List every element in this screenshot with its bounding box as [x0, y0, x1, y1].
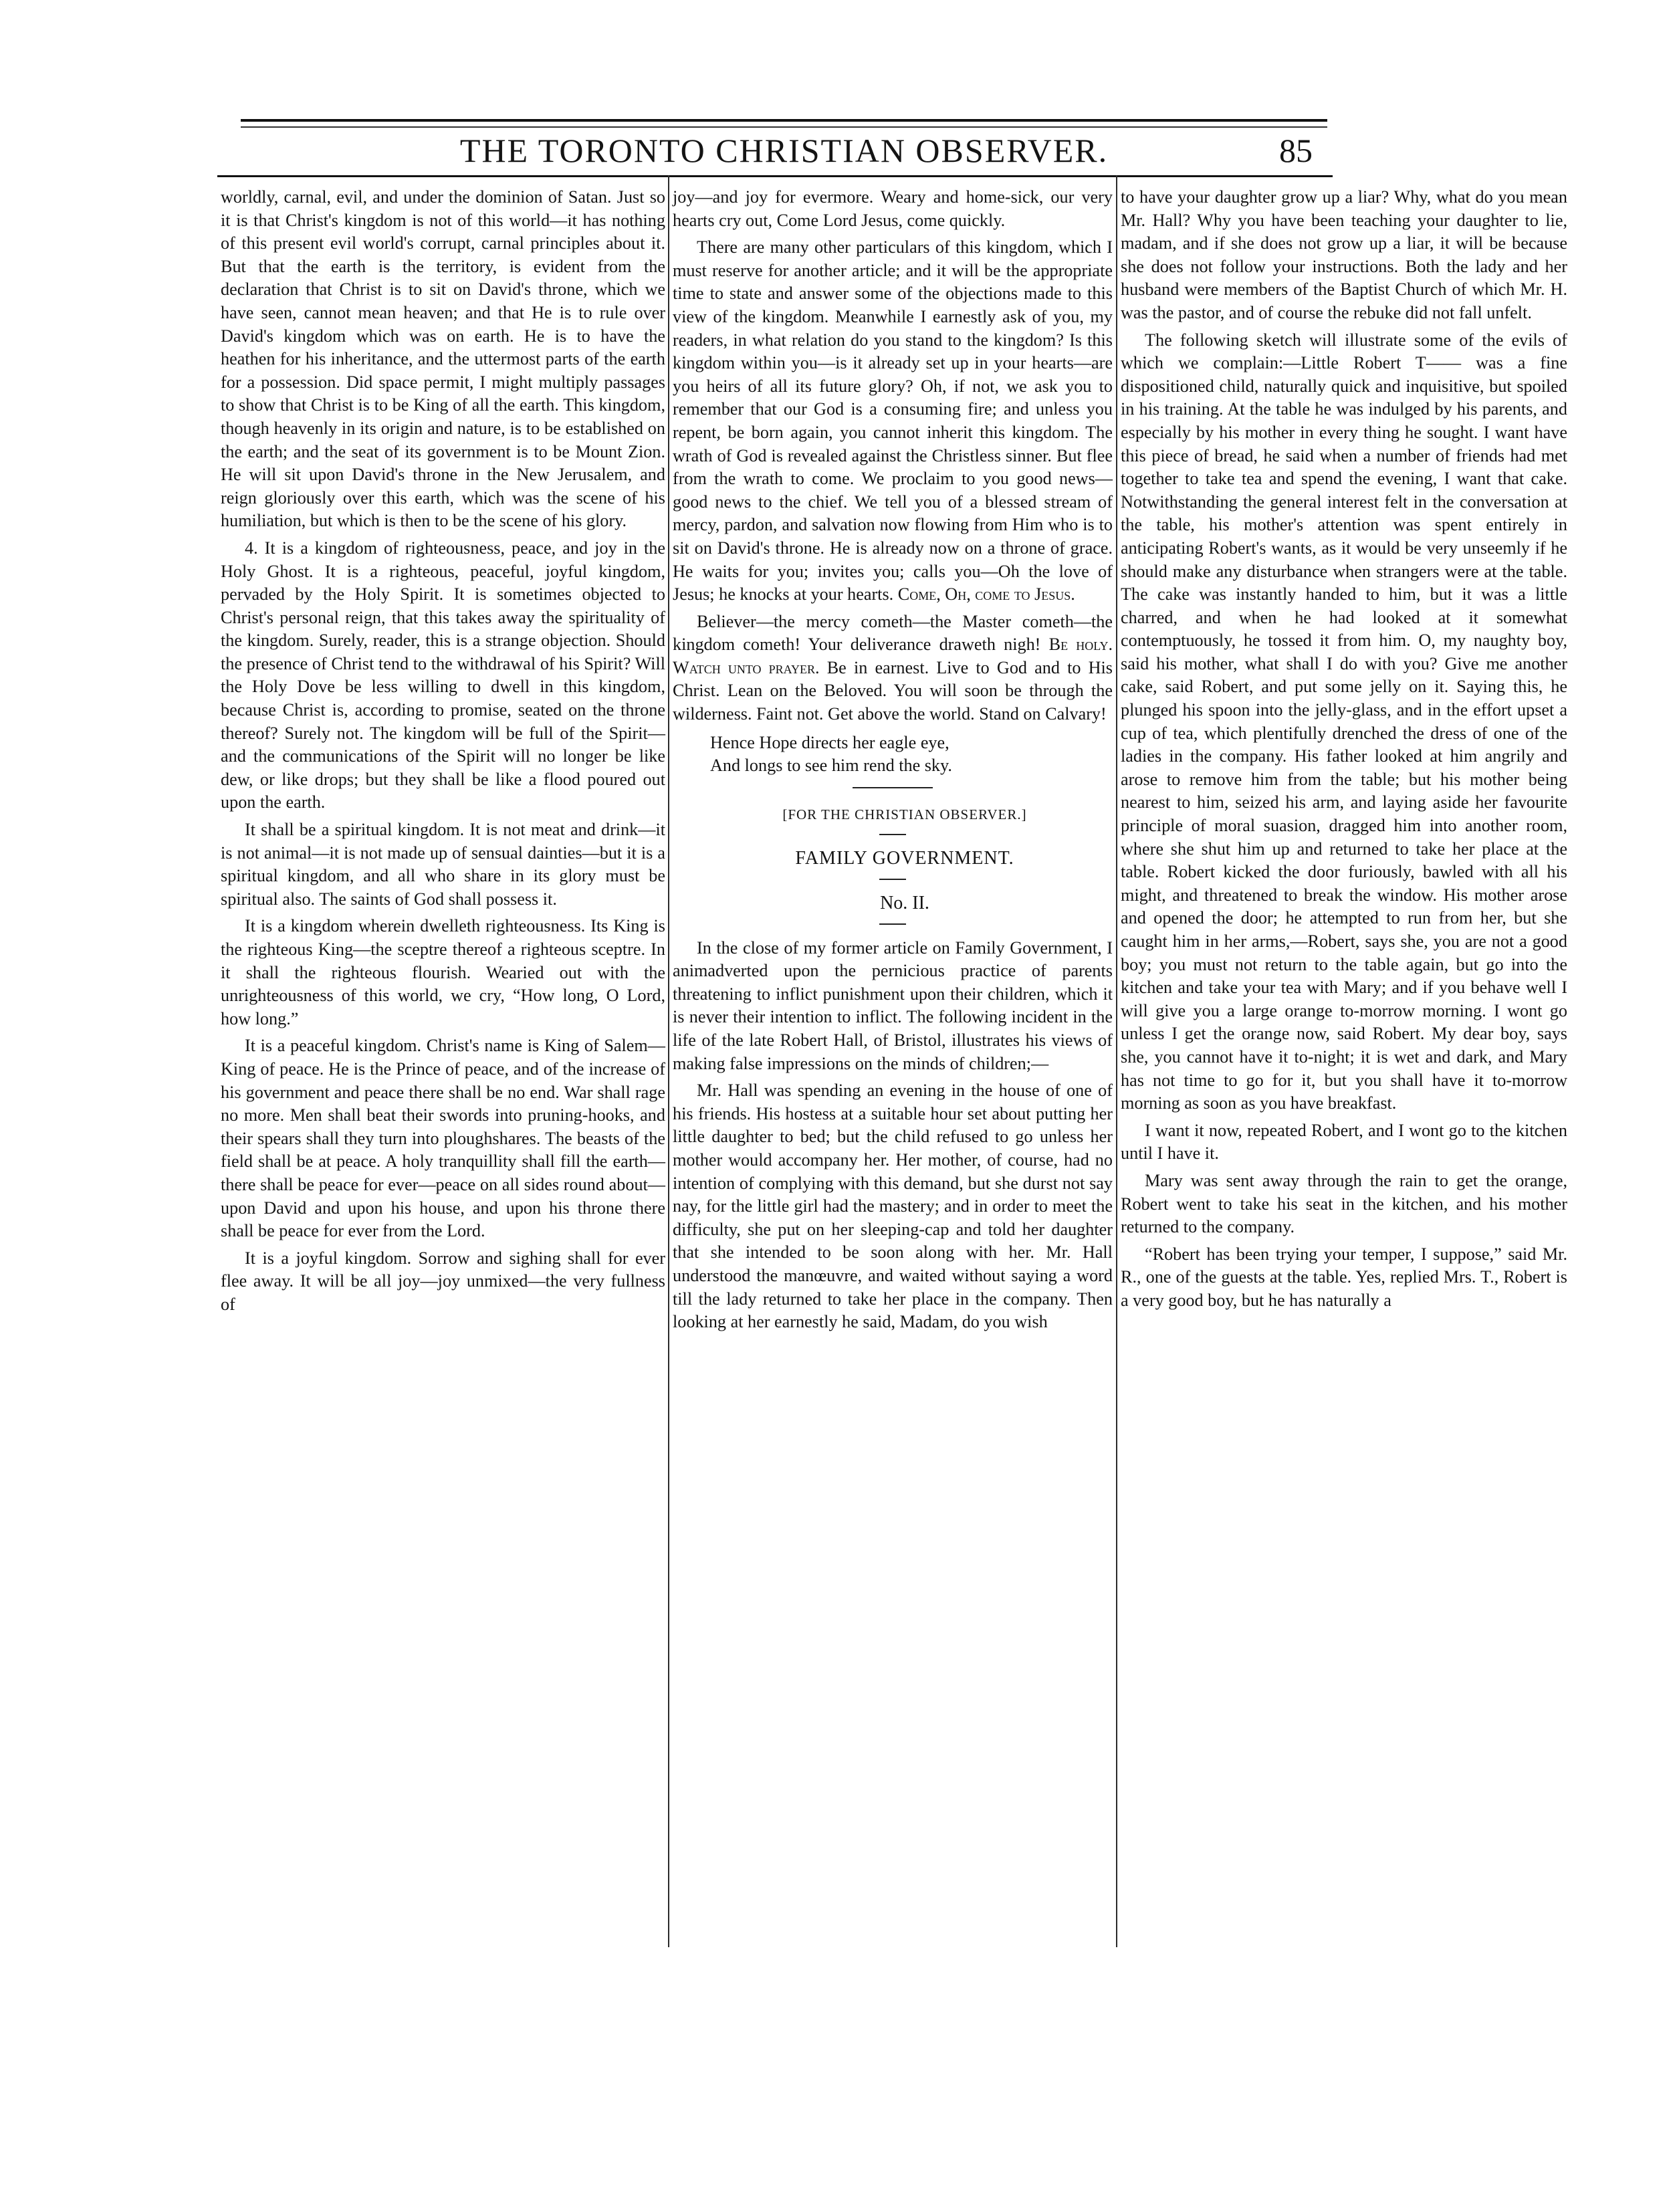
page-title: THE TORONTO CHRISTIAN OBSERVER. — [459, 132, 1109, 169]
short-separator — [879, 834, 906, 835]
paragraph: It shall be a spiritual kingdom. It is not meat and drink—it is not animal—it is not made up of sensual dainties—but it is a spiritual kingdom, and all who share in its glory must be spiritual also. The saints of God shall possess it. — [221, 820, 665, 909]
column-1 — [221, 186, 665, 1321]
verse-line: And longs to see him rend the sky. — [710, 756, 952, 776]
article-number: No. II. — [880, 893, 929, 914]
section-separator — [853, 787, 933, 788]
paragraph: It is a peaceful kingdom. Christ's name is King of Salem—King of peace. He is the Prince of peace, and of the increase of his government and peace there shall be no end. War shall rage no more. Men shall beat their swords into pruning-hooks, and their spears shall they turn into ploughshares. The beasts of the field shall be at peace. A holy tranquillity shall fill the earth—there shall be peace for ever—peace on all sides round about—upon David and upon his house, and upon his throne there shall be peace for ever from the Lord. — [221, 1036, 665, 1241]
short-separator — [879, 879, 906, 880]
page-number: 85 — [1279, 132, 1313, 169]
paragraph: Mary was sent away through the rain to get the orange, Robert went to take his seat in the kitchen, and his mother returned to the company. — [1121, 1170, 1567, 1237]
article-credit: [FOR THE CHRISTIAN OBSERVER.] — [782, 806, 1027, 822]
call-to-jesus: Come, Oh, come to Jesus. — [897, 584, 1075, 604]
top-double-rule-lower — [241, 126, 1327, 128]
top-double-rule — [241, 119, 1327, 122]
paragraph: joy—and joy for evermore. Weary and home-sick, our very hearts cry out, Come Lord Jesus, come quickly. — [673, 187, 1113, 230]
paragraph-text: Believer—the mercy cometh—the Master cometh—the kingdom cometh! Your deliverance draweth nigh! — [673, 611, 1113, 655]
paragraph-text: Be in earnest. Live to God and to His Christ. Lean on the Beloved. You will soon be through the wilderness. Faint not. Get above the world. Stand on Calvary! — [673, 657, 1113, 724]
verse-line: Hence Hope directs her eagle eye, — [710, 732, 949, 752]
paragraph: 4. It is a kingdom of righteousness, peace, and joy in the Holy Ghost. It is a righteous, peaceful, joyful kingdom, pervaded by the Holy Spirit. It is sometimes objected to Christ's personal reign, that this takes away the spirituality of the kingdom. Surely, reader, this is a strange objection. Should the presence of Christ tend to the withdrawal of his Spirit? Will the Holy Dove be less willing to dwell in this kingdom, because Christ is, according to promise, seated on the throne thereof? Surely not. The kingdom will be full of the Spirit—and the communications of the Spirit will no longer be like dew, or like drops; but they shall be like a flood poured out upon the earth. — [221, 538, 665, 812]
paragraph: “Robert has been trying your temper, I suppose,” said Mr. R., one of the guests at the table. Yes, replied Mrs. T., Robert is a very good boy, but he has naturally a — [1121, 1244, 1567, 1310]
paragraph: I want it now, repeated Robert, and I wont go to the kitchen until I have it. — [1121, 1120, 1567, 1164]
paragraph — [673, 236, 1113, 606]
column-2 — [673, 186, 1113, 1338]
paragraph: worldly, carnal, evil, and under the dominion of Satan. Just so it is that Christ's kingdom is not of this world—it has nothing of this present evil world's corrupt, carnal principles about it. But that the earth is the territory, is evident from the declaration that Christ is to sit on David's throne, which we have seen, cannot mean heaven; and that He is to rule over David's kingdom which was on earth. He is to have the heathen for his inheritance, and the uttermost parts of the earth for a possession. Did space permit, I might multiply passages to show that Christ is to be King of all the earth. This kingdom, though heavenly in its origin and nature, is to be established on the earth; and the seat of its government is to be Mount Zion. He will sit upon David's throne in the New Jerusalem, and reign gloriously over this earth, which was the scene of his humiliation, but which is then to be the scene of his glory. — [221, 187, 665, 531]
paragraph-text: There are many other particulars of this kingdom, which I must reserve for another article; and it will be the appropriate time to state and answer some of the objections made to this view of the kingdom. Meanwhile I earnestly ask of you, my readers, in what relation do you stand to the kingdom? Is this kingdom within you—is it already set up in your hearts—are you heirs of all its future glory? Oh, if not, we ask you to remember that our God is a consuming fire; and unless you repent, be born again, you cannot inherit this kingdom. The wrath of God is revealed against the Christless sinner. But flee from the wrath to come. We proclaim to you good news—good news to the chief. We tell you of a blessed stream of mercy, pardon, and salvation now flowing from Him who is to sit on David's throne. He is already now on a throne of grace. He waits for you; invites you; calls you—Oh the love of Jesus; he knocks at your hearts. — [673, 237, 1113, 604]
paragraph: The following sketch will illustrate some of the evils of which we complain:—Little Robert T—— was a fine dispositioned child, naturally quick and inquisitive, but spoiled in his training. At the table he was indulged by his parents, and especially by his mother in every thing he sought. I want have this piece of bread, he said when a number of friends had met together to take tea and spend the evening, I want that cake. Notwithstanding the general interest felt in the conversation at the table, his mother's attention was spent entirely in anticipating Robert's wants, as it would be very unseemly if he should make any disturbance when strangers were at the table. The cake was instantly handed to him, but it was a little charred, and when he had looked at it somewhat contemptuously, he tossed it from him. O, my naughty boy, said his mother, what shall I do with you? Give me another cake, said Robert, and put some jelly on it. Saying this, he plunged his spoon into the jelly-glass, and in the effort upset a cup of tea, which plentifully drenched the dress of one of the ladies in the company. His father looked at him angrily and arose to remove him from the table; but his mother being nearest to him, seized his arm, and laying aside her favourite principle of moral suasion, dragged him into another room, where she shut him up and returned to take her place at the table. Robert kicked the door furiously, bawled with all his might, and threatened to break the window. His mother arose and opened the door; he attempted to run from her, but she caught him in her arms,—Robert, says she, you are not a good boy; you must not return to the table again, but go into the kitchen and take your tea with Mary; and if you behave well I will give you a large orange to-morrow morning. I wont go unless I get the orange now, said Robert. My dear boy, says she, you cannot have it to-night; it is wet and dark, and Mary has not time to go for it, but you shall have it to-morrow morning as soon as you have breakfast. — [1121, 330, 1567, 1113]
column-divider-1 — [668, 175, 669, 1947]
paragraph: It is a joyful kingdom. Sorrow and sighing shall for ever flee away. It will be all joy—joy unmixed—the very fullness of — [221, 1248, 665, 1314]
exhortation-caps: Be holy. Watch unto prayer. — [673, 635, 1113, 677]
paragraph: It is a kingdom wherein dwelleth righteousness. Its King is the righteous King—the sceptre thereof a righteous sceptre. In it shall the righteous flourish. Wearied out with the unrighteousness of this world, we cry, “How long, O Lord, how long.” — [221, 916, 665, 1028]
header-rule — [217, 175, 1333, 177]
paragraph: In the close of my former article on Family Government, I animadverted upon the pernicious practice of parents threatening to inflict punishment upon their children, which it is never their intention to inflict. The following incident in the life of the late Robert Hall, of Bristol, illustrates his views of making false impressions on the minds of children;— — [673, 937, 1113, 1073]
paragraph — [673, 611, 1113, 726]
paragraph: to have your daughter grow up a liar? Why, what do you mean Mr. Hall? Why you have been teaching your daughter to lie, madam, and if she does not grow up a liar, it will be because she does not follow your instructions. Both the lady and her husband were members of the Baptist Church of which Mr. H. was the pastor, and of course the rebuke did not fall unfelt. — [1121, 187, 1567, 322]
running-header — [241, 131, 1327, 174]
article-title: FAMILY GOVERNMENT. — [795, 848, 1014, 869]
short-separator — [879, 923, 906, 925]
column-3 — [1121, 186, 1567, 1317]
verse-quote — [710, 732, 1113, 778]
column-divider-2 — [1116, 175, 1117, 1947]
paragraph: Mr. Hall was spending an evening in the house of one of his friends. His hostess at a suitable hour set about putting her little daughter to bed; but the child refused to go unless her mother would accompany her. Her mother, of course, had no intention of complying with this demand, but she durst not say nay, for the little girl had the mastery; and in order to meet the difficulty, she put on her sleeping-cap and told her daughter that she intended to be soon along with her. Mr. Hall understood the manœuvre, and waited without saying a word till the lady returned to take her place in the company. Then looking at her earnestly he said, Madam, do you wish — [673, 1081, 1113, 1332]
